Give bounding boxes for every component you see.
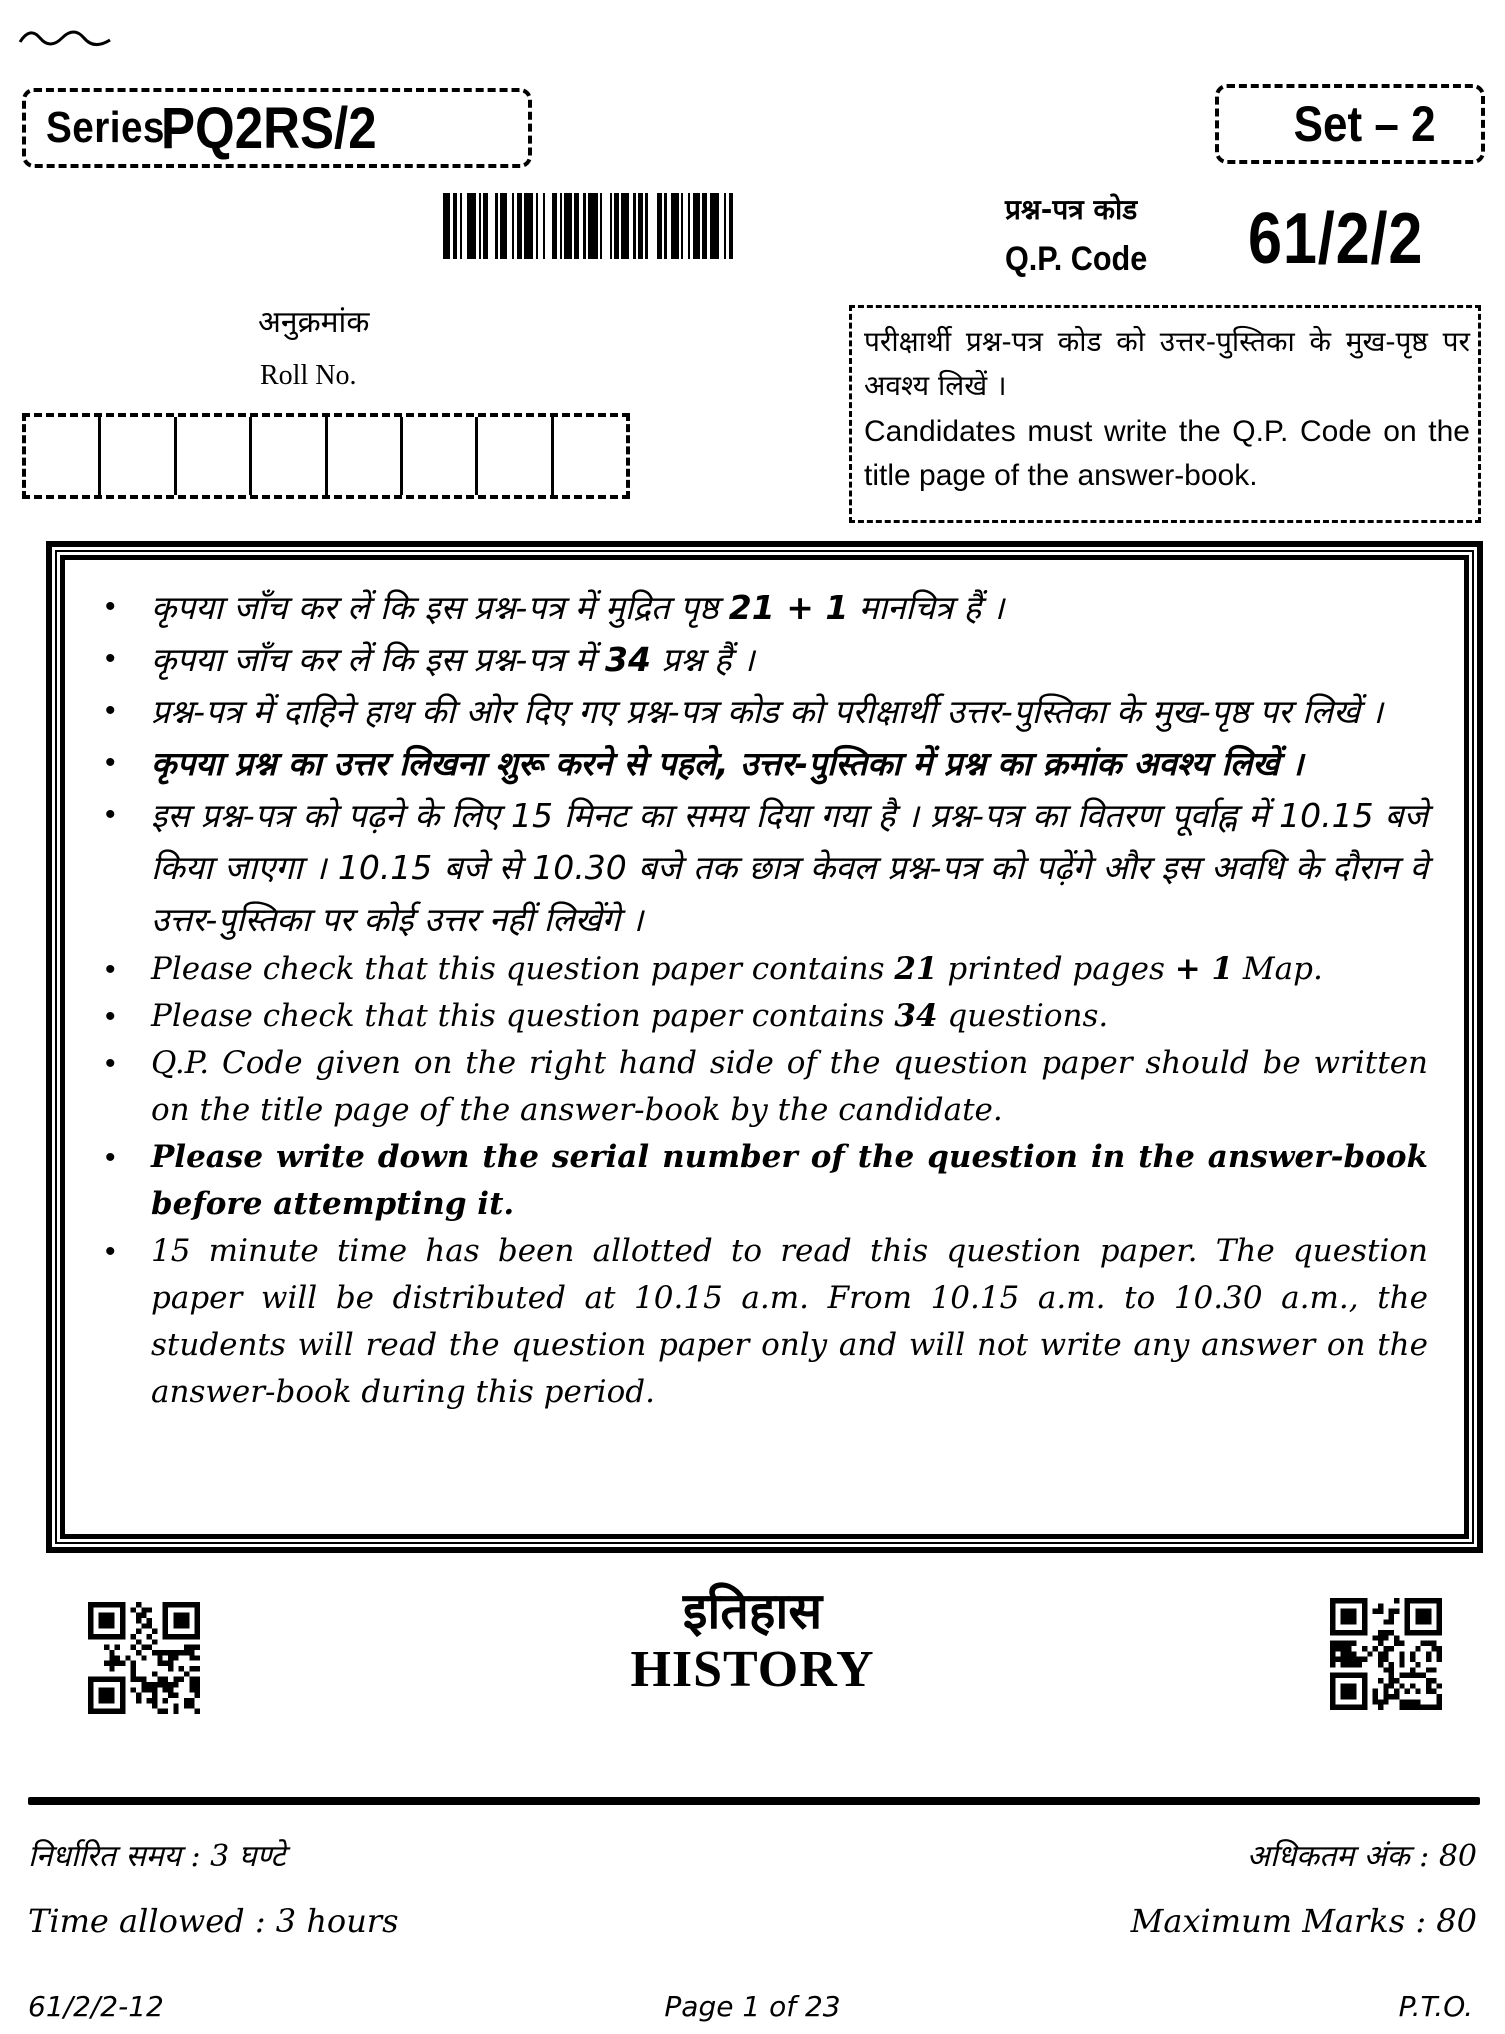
bullet-icon: • <box>105 694 116 727</box>
roll-digit-box[interactable] <box>177 417 252 495</box>
roll-digit-box[interactable] <box>101 417 176 495</box>
instruction-text: कृपया जाँच कर लें कि इस प्रश्न-पत्र में 34 प्रश्न हैं । <box>151 640 755 679</box>
instruction-text: 15 minute time has been allotted to read this question paper. The question paper will be distributed at 10.15 a.m. From 10.15 a.m. to 10.30 a.m., the students will read the question paper only and will not write any answer on the answer-book during this period. <box>151 1233 1428 1410</box>
instruction-english-item <box>93 1228 1428 1416</box>
instructions-frame <box>46 541 1483 1553</box>
subject-title: HISTORY <box>630 1641 875 1698</box>
instruction-number: 21 + 1 <box>728 588 849 627</box>
qp-note-hindi: परीक्षार्थी प्रश्न-पत्र कोड को उत्तर-पुस्तिका के मुख-पृष्ठ पर अवश्य लिखें । <box>864 325 1470 402</box>
instruction-text: कृपया प्रश्न का उत्तर लिखना शुरू करने से पहले, उत्तर-पुस्तिका में प्रश्न का क्रमांक अवश्य लिखें । <box>151 744 1304 783</box>
instruction-text: प्रश्न-पत्र में दाहिने हाथ की ओर दिए गए प्रश्न-पत्र कोड को परीक्षार्थी उत्तर-पुस्तिका के मुख-पृष्ठ पर लिखें । <box>151 692 1383 731</box>
roll-number-grid[interactable] <box>22 413 630 499</box>
time-allowed: Time allowed : 3 hours <box>28 1902 399 1940</box>
instruction-text: Q.P. Code given on the right hand side of the question paper should be written on the title page of the answer-book by the candidate. <box>151 1045 1428 1128</box>
bullet-icon: • <box>105 953 116 986</box>
series-box <box>22 88 532 168</box>
instruction-number: 34 <box>605 640 651 679</box>
bullet-icon: • <box>105 1141 116 1174</box>
series-label: Series <box>46 103 165 152</box>
instruction-english-item <box>93 993 1428 1040</box>
set-label: Set – 2 <box>1294 96 1436 152</box>
instruction-english-item <box>93 1134 1428 1228</box>
bullet-icon: • <box>105 798 116 831</box>
instruction-hindi-item <box>93 634 1428 686</box>
instruction-text: इस प्रश्न-पत्र को पढ़ने के लिए 15 मिनट का समय दिया गया है । प्रश्न-पत्र का वितरण पूर्वाह्न में 10.15 बजे किया जाएगा । 10.15 बजे से 10.30 बजे तक छात्र केवल प्रश्न-पत्र को पढ़ेंगे और इस अवधि के दौरान वे उत्तर-पुस्तिका पर कोई उत्तर नहीं लिखेंगे । <box>151 796 1428 939</box>
qp-code-label: Q.P. Code <box>1005 240 1148 278</box>
tilde-mark-icon <box>18 22 118 52</box>
footer-paper-code: 61/2/2-12 <box>28 1990 164 2023</box>
instruction-hindi-item <box>93 790 1428 946</box>
roll-digit-box[interactable] <box>328 417 403 495</box>
bullet-icon: • <box>105 1000 116 1033</box>
roll-digit-box[interactable] <box>252 417 327 495</box>
instruction-hindi-item <box>93 686 1428 738</box>
instructions-list <box>93 582 1428 1416</box>
set-box <box>1215 84 1485 164</box>
page-number: Page 1 of 23 <box>664 1990 841 2023</box>
instruction-number: 21 <box>894 951 938 987</box>
qp-code-label-hindi: प्रश्न-पत्र कोड <box>1005 193 1138 226</box>
qp-code-note <box>849 305 1481 523</box>
bullet-icon: • <box>105 642 116 675</box>
instruction-hindi-item <box>93 582 1428 634</box>
max-marks: Maximum Marks : 80 <box>1130 1902 1477 1940</box>
max-marks-hindi: अधिकतम अंक : 80 <box>1246 1839 1477 1874</box>
bullet-icon: • <box>105 1235 116 1268</box>
instruction-number: + 1 <box>1174 951 1234 987</box>
instruction-english-item <box>93 946 1428 993</box>
qp-code: 61/2/2 <box>1248 199 1424 279</box>
qp-note-english: Candidates must write the Q.P. Code on the title page of the answer-book. <box>864 415 1470 492</box>
instruction-english-item <box>93 1040 1428 1134</box>
instruction-text: कृपया जाँच कर लें कि इस प्रश्न-पत्र में मुद्रित पृष्ठ 21 + 1 मानचित्र हैं । <box>151 588 1005 627</box>
roll-label-hindi: अनुक्रमांक <box>258 305 370 340</box>
time-allowed-hindi: निर्धारित समय : 3 घण्टे <box>28 1839 286 1874</box>
roll-digit-box[interactable] <box>478 417 553 495</box>
barcode-icon <box>443 193 741 259</box>
bullet-icon: • <box>105 746 116 779</box>
instruction-hindi-item <box>93 738 1428 790</box>
bullet-icon: • <box>105 1047 116 1080</box>
bullet-icon: • <box>105 590 116 623</box>
instruction-text: Please write down the serial number of the question in the answer-book before attempting it. <box>151 1139 1428 1222</box>
roll-digit-box[interactable] <box>403 417 478 495</box>
roll-digit-box[interactable] <box>554 417 626 495</box>
instruction-text: Please check that this question paper contains 34 questions. <box>151 998 1109 1034</box>
instruction-number: 34 <box>894 998 938 1034</box>
divider <box>28 1797 1480 1805</box>
roll-label: Roll No. <box>260 360 357 391</box>
pto-label: P.T.O. <box>1398 1990 1473 2023</box>
subject-title-hindi: इतिहास <box>682 1582 823 1640</box>
roll-digit-box[interactable] <box>26 417 101 495</box>
series-code: PQ2RS/2 <box>161 95 377 161</box>
instruction-text: Please check that this question paper contains 21 printed pages + 1 Map. <box>151 951 1323 987</box>
